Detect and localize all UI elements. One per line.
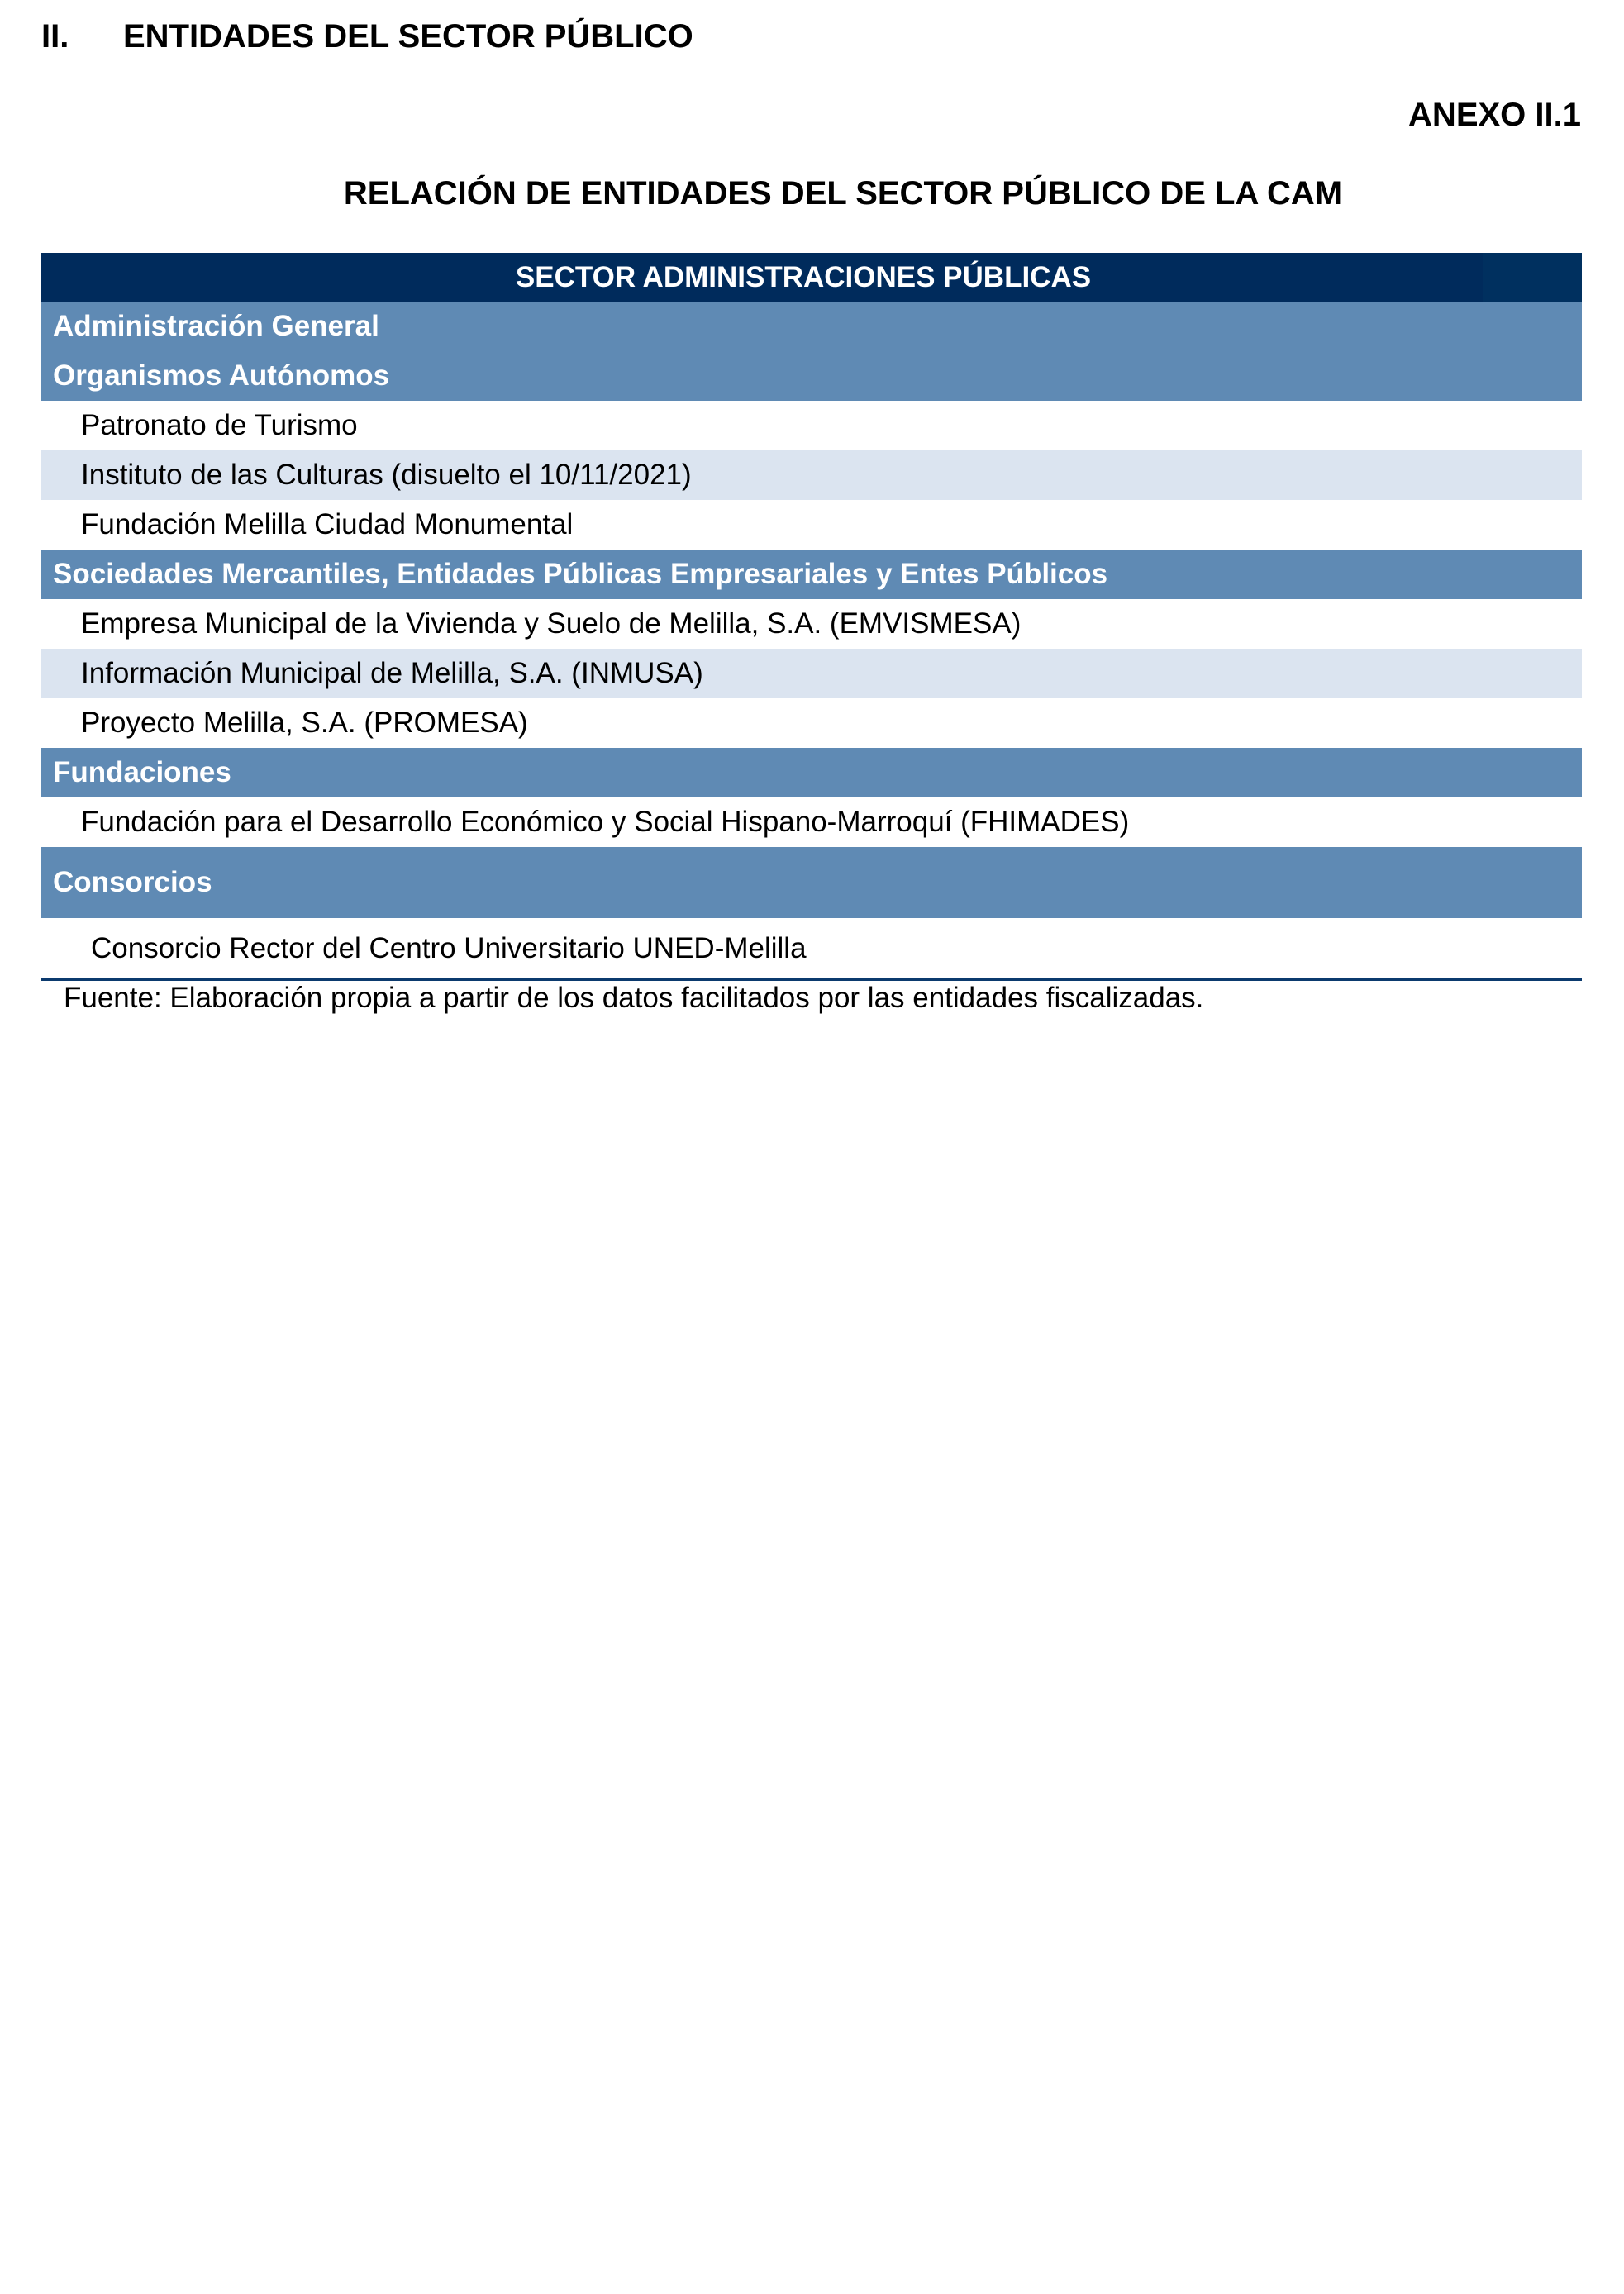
entity-row xyxy=(41,450,1582,500)
group-label: Sociedades Mercantiles, Entidades Públicas Empresariales y Entes Públicos xyxy=(53,558,1108,590)
entity-row xyxy=(41,500,1582,550)
entities-table xyxy=(41,253,1582,981)
entity-label: Empresa Municipal de la Vivienda y Suelo de Melilla, S.A. (EMVISMESA) xyxy=(81,607,1022,640)
group-label: Fundaciones xyxy=(53,756,231,788)
entity-row xyxy=(41,401,1582,450)
entity-label: Consorcio Rector del Centro Universitario UNED-Melilla xyxy=(91,931,807,964)
entity-row xyxy=(41,698,1582,748)
group-row-administracion-general xyxy=(41,302,1582,351)
group-label: Organismos Autónomos xyxy=(53,359,390,392)
group-row-organismos-autonomos xyxy=(41,351,1582,401)
group-row-fundaciones xyxy=(41,748,1582,797)
entity-label: Patronato de Turismo xyxy=(81,409,358,441)
page-title: RELACIÓN DE ENTIDADES DEL SECTOR PÚBLICO DE LA CAM xyxy=(343,175,1343,212)
entity-label: Fundación Melilla Ciudad Monumental xyxy=(81,508,574,540)
source-note: Fuente: Elaboración propia a partir de los datos facilitados por las entidades fiscalizadas. xyxy=(64,982,1204,1014)
header-edge-shade xyxy=(1483,253,1582,302)
section-heading xyxy=(41,15,693,58)
entity-row xyxy=(41,797,1582,847)
sector-header-row xyxy=(41,253,1582,302)
group-label: Consorcios xyxy=(53,866,212,898)
section-number: II. xyxy=(41,18,69,55)
group-row-consorcios xyxy=(41,847,1582,918)
entity-row xyxy=(41,649,1582,698)
entity-row xyxy=(41,918,1582,981)
group-label: Administración General xyxy=(53,310,379,342)
entity-label: Proyecto Melilla, S.A. (PROMESA) xyxy=(81,707,528,739)
entity-label: Instituto de las Culturas (disuelto el 10/11/2021) xyxy=(81,459,692,491)
group-row-sociedades-mercantiles xyxy=(41,550,1582,599)
sector-header-label: SECTOR ADMINISTRACIONES PÚBLICAS xyxy=(515,260,1092,293)
entity-row xyxy=(41,599,1582,649)
entity-label: Fundación para el Desarrollo Económico y Social Hispano-Marroquí (FHIMADES) xyxy=(81,806,1130,838)
section-title: ENTIDADES DEL SECTOR PÚBLICO xyxy=(123,18,693,55)
entity-label: Información Municipal de Melilla, S.A. (INMUSA) xyxy=(81,657,703,689)
annex-label: ANEXO II.1 xyxy=(1408,97,1581,133)
